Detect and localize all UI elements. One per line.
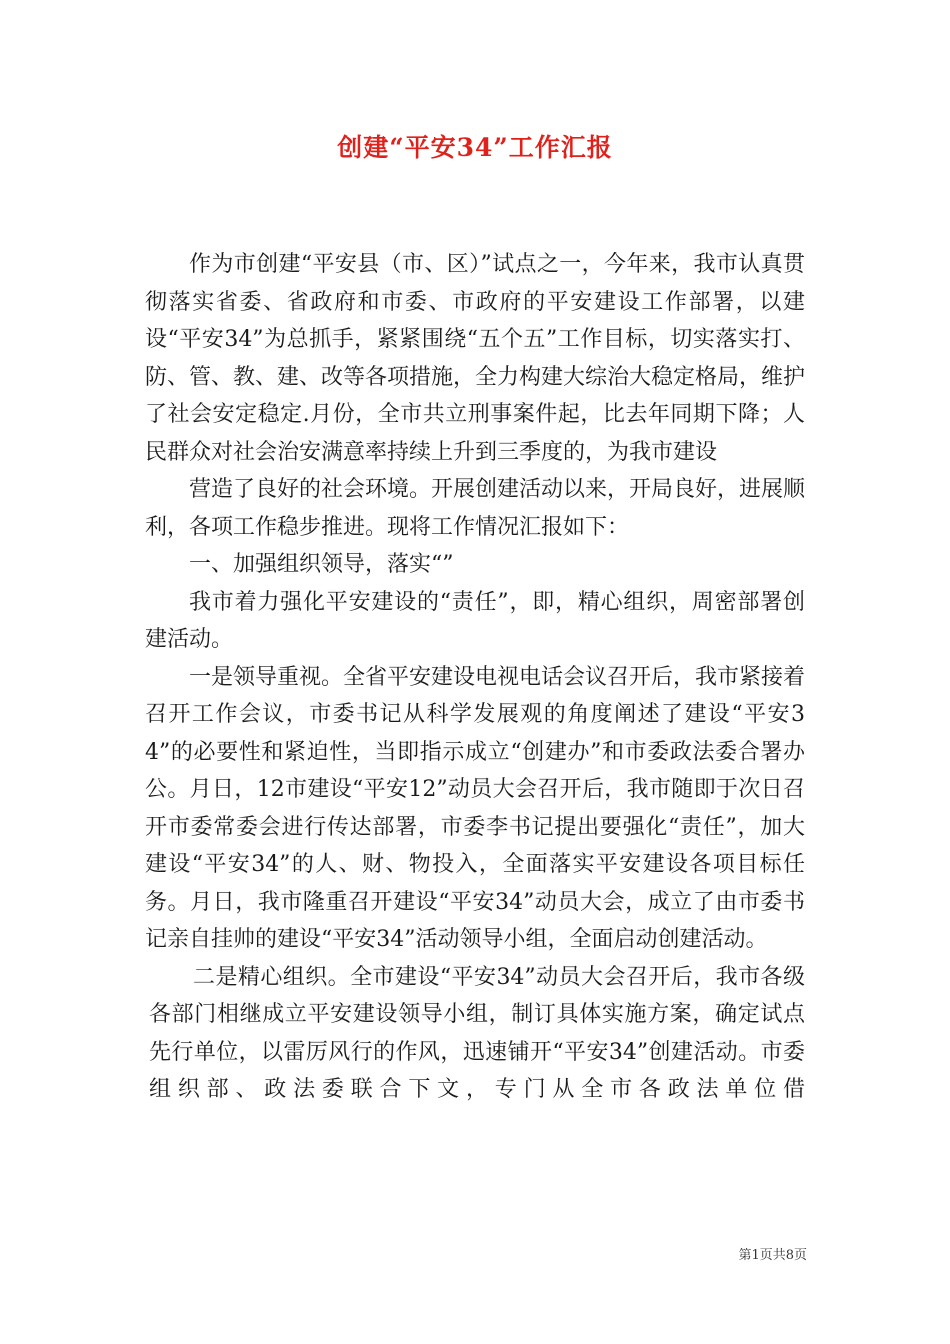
section-heading-1: 一、加强组织领导，落实“” bbox=[189, 552, 454, 577]
document-body bbox=[145, 246, 805, 1109]
document-title: 创建“平安34”工作汇报 bbox=[337, 133, 613, 162]
paragraph-environment: 营造了良好的社会环境。开展创建活动以来，开局良好，进展顺利，各项工作稳步推进。现将工作情况汇报如下： bbox=[145, 477, 806, 540]
paragraph-intro: 作为市创建“平安县（市、区）”试点之一，今年来，我市认真贯彻落实省委、省政府和市委、市政府的平安建设工作部署，以建设“平安34”为总抓手，紧紧围绕“五个五”工作目标，切实落实打、防、管、教、建、改等各项措施，全力构建大综治大稳定格局，维护了社会安定稳定.月份，全市共立刑事案件起，比去年同期下降；人民群众对社会治安满意率持续上升到三季度的，为我市建设 bbox=[145, 252, 806, 465]
paragraph-leadership: 一是领导重视。全省平安建设电视电话会议召开后，我市紧接着召开工作会议，市委书记从科学发展观的角度阐述了建设“平安34”的必要性和紧迫性，当即指示成立“创建办”和市委政法委合署办公。月日，12市建设“平安12”动员大会召开后，我市随即于次日召开市委常委会进行传达部署，市委李书记提出要强化“责任”，加大建设“平安34”的人、财、物投入，全面落实平安建设各项目标任务。月日，我市隆重召开建设“平安34”动员大会，成立了由市委书记亲自挂帅的建设“平安34”活动领导小组，全面启动创建活动。 bbox=[145, 664, 806, 952]
paragraph-responsibility: 我市着力强化平安建设的“责任”，即，精心组织，周密部署创建活动。 bbox=[145, 589, 805, 652]
paragraph-organization: 二是精心组织。全市建设“平安34”动员大会召开后，我市各级各部门相继成立平安建设领导小组，制订具体实施方案，确定试点先行单位，以雷厉风行的作风，迅速铺开“平安34”创建活动。市委组织部、政法委联合下文，专门从全市各政法单位借 bbox=[149, 964, 805, 1102]
page-number: 第1页共8页 bbox=[738, 1248, 807, 1263]
